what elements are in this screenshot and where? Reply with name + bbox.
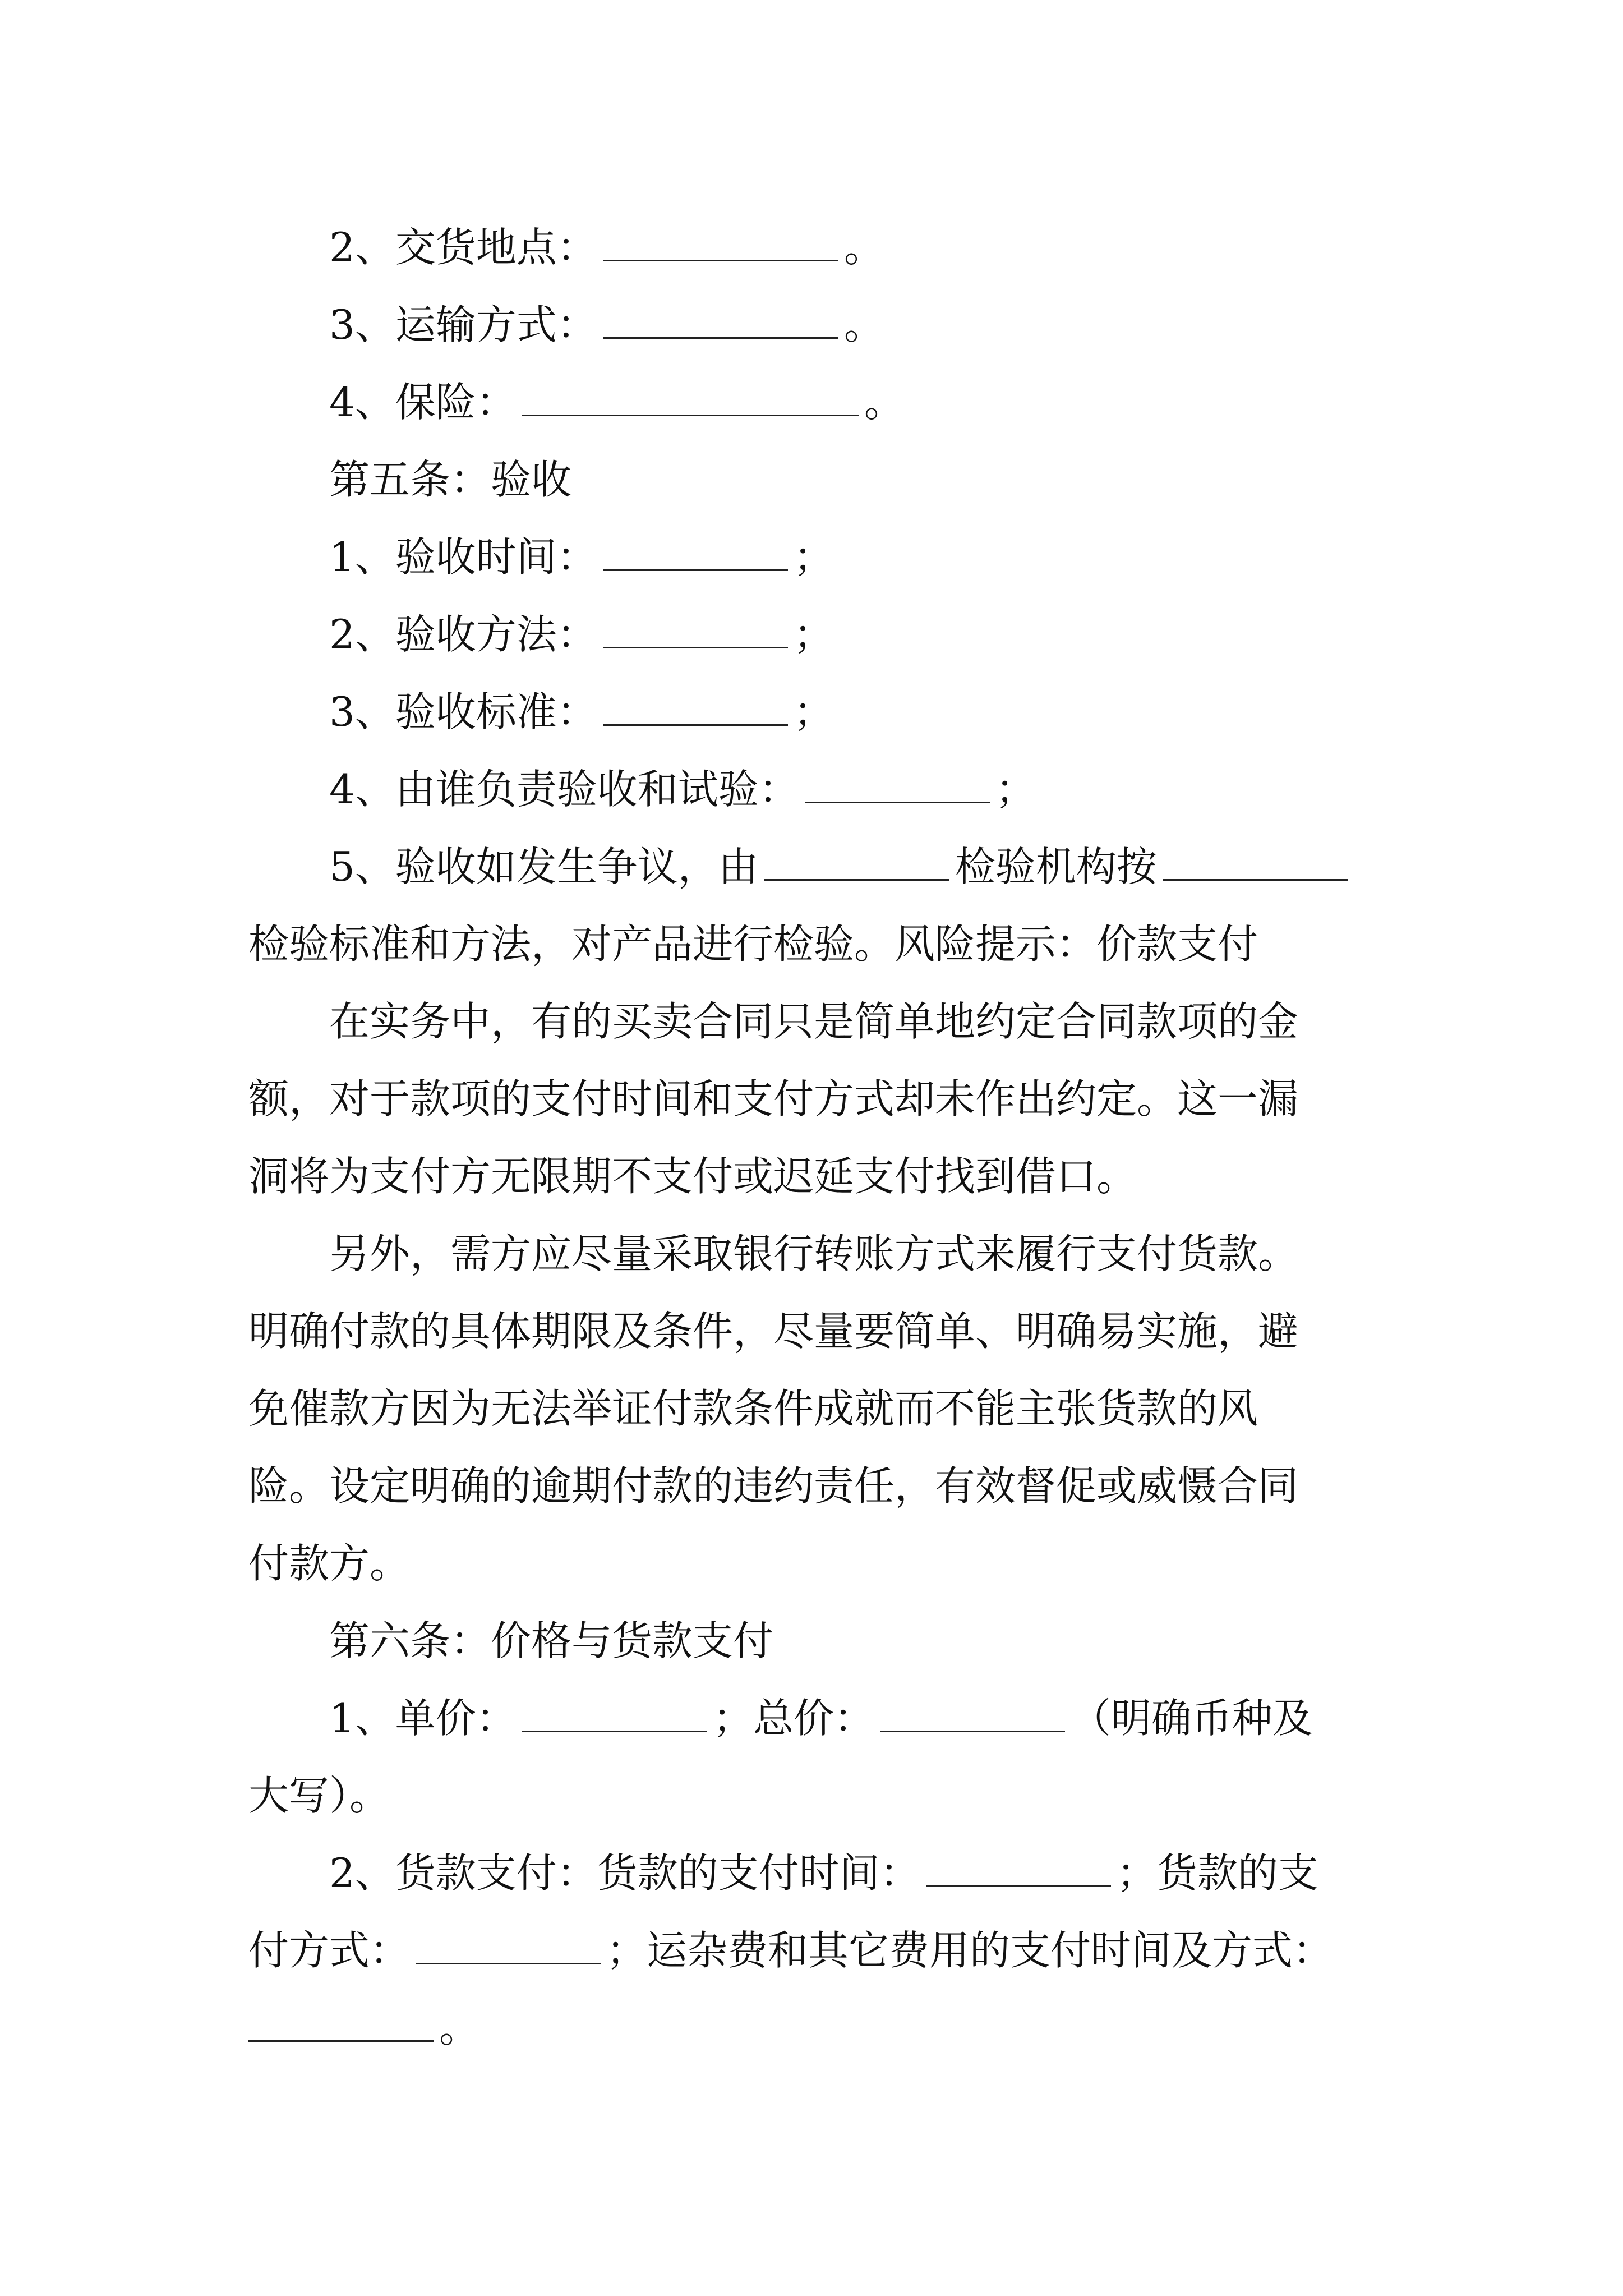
payment-method-line [248, 1912, 1393, 1989]
paragraph-text: 检验标准和方法，对产品进行检验。风险提示：价款支付 [248, 921, 1258, 968]
acceptance-method-blank [603, 612, 788, 648]
insurance-blank [522, 380, 859, 416]
acceptance-standard-blank [603, 689, 788, 726]
paragraph-line [248, 1525, 1393, 1602]
freight-fee-blank [248, 2005, 434, 2042]
currency-note-end: 大写）。 [248, 1772, 390, 1819]
paragraph-text: 在实务中，有的买卖合同只是简单地约定合同款项的金 [248, 998, 1299, 1045]
paragraph-text: 免催款方因为无法举证付款条件成就而不能主张货款的风 [248, 1385, 1258, 1432]
inspection-standard-blank [1163, 844, 1348, 881]
payment-time-label: 2、货款支付：货款的支付时间： [248, 1849, 920, 1897]
price-line [248, 1680, 1393, 1757]
acceptance-responsible-line [248, 751, 1393, 828]
delivery-location-blank [603, 225, 838, 261]
total-price-label: ；总价： [712, 1695, 874, 1742]
paragraph-text: 明确付款的具体期限及条件，尽量要简单、明确易实施，避 [248, 1308, 1299, 1355]
article-five-heading [248, 441, 1393, 518]
transport-method-blank [603, 302, 838, 339]
insurance-line [248, 364, 1393, 441]
freight-fee-line [248, 1989, 1393, 2067]
inspection-agency-blank [764, 844, 949, 881]
paragraph-text: 险。设定明确的逾期付款的违约责任，有效督促或威慑合同 [248, 1462, 1299, 1510]
article-five-title: 第五条：验收 [248, 456, 572, 503]
paragraph-text: 付款方。 [248, 1540, 411, 1587]
unit-price-blank [522, 1696, 707, 1732]
payment-method-label-end: 付方式： [248, 1927, 411, 1974]
article-six-heading [248, 1602, 1393, 1680]
unit-price-label: 1、单价： [248, 1695, 517, 1742]
paragraph-line [248, 905, 1393, 983]
acceptance-dispute-text: 5、验收如发生争议，由 [248, 843, 759, 890]
freight-fee-label: ；运杂费和其它费用的支付时间及方式： [606, 1927, 1334, 1974]
transport-method-label: 3、运输方式： [248, 301, 597, 348]
payment-method-blank [416, 1928, 601, 1964]
acceptance-standard-label: 3、验收标准： [248, 688, 597, 735]
paragraph-line [248, 983, 1393, 1060]
paragraph-line [248, 1292, 1393, 1370]
delivery-location-line [248, 209, 1393, 286]
payment-line [248, 1834, 1393, 1912]
paragraph-line [248, 1215, 1393, 1292]
insurance-label: 4、保险： [248, 379, 517, 426]
paragraph-line [248, 1060, 1393, 1138]
acceptance-time-blank [603, 535, 788, 571]
paragraph-line [248, 1370, 1393, 1447]
price-line-continued [248, 1757, 1393, 1834]
currency-note: （明确币种及 [1070, 1695, 1313, 1742]
paragraph-line [248, 1138, 1393, 1215]
acceptance-method-end: ； [793, 611, 834, 658]
paragraph-text: 洞将为支付方无限期不支付或迟延支付找到借口。 [248, 1153, 1137, 1200]
acceptance-time-label: 1、验收时间： [248, 533, 597, 581]
acceptance-time-end: ； [793, 533, 834, 581]
payment-time-blank [926, 1851, 1111, 1887]
acceptance-method-label: 2、验收方法： [248, 611, 597, 658]
insurance-end: 。 [864, 379, 905, 426]
acceptance-standard-end: ； [793, 688, 834, 735]
payment-method-label: ；货款的支 [1116, 1849, 1318, 1897]
acceptance-standard-line [248, 673, 1393, 751]
transport-method-end: 。 [843, 301, 884, 348]
delivery-location-label: 2、交货地点： [248, 224, 597, 271]
paragraph-text: 额，对于款项的支付时间和支付方式却未作出约定。这一漏 [248, 1075, 1299, 1122]
paragraph-line [248, 1447, 1393, 1525]
acceptance-dispute-line [248, 828, 1393, 905]
acceptance-responsible-label: 4、由谁负责验收和试验： [248, 766, 799, 813]
acceptance-responsible-blank [805, 767, 990, 803]
total-price-blank [880, 1696, 1065, 1732]
acceptance-method-line [248, 596, 1393, 673]
acceptance-responsible-end: ； [995, 766, 1036, 813]
paragraph-text: 另外，需方应尽量采取银行转账方式来履行支付货款。 [248, 1230, 1299, 1277]
acceptance-dispute-middle: 检验机构按 [955, 843, 1157, 890]
freight-fee-end: 。 [439, 2004, 480, 2051]
transport-method-line [248, 286, 1393, 364]
acceptance-time-line [248, 518, 1393, 596]
delivery-location-end: 。 [843, 224, 884, 271]
article-six-title: 第六条：价格与货款支付 [248, 1617, 774, 1664]
